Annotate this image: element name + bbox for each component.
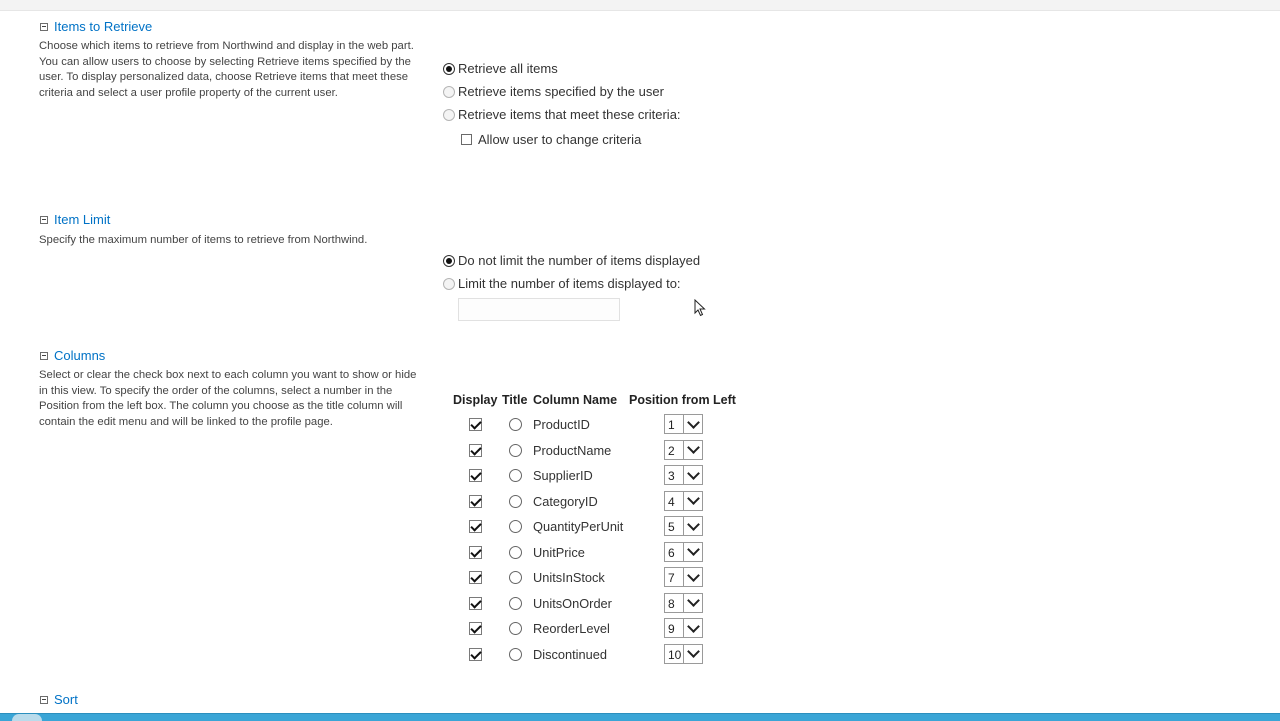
radio-retrieve-all[interactable] [443,61,558,76]
radio-disabled-icon[interactable] [443,86,455,98]
display-checkbox[interactable] [469,571,482,584]
display-checkbox[interactable] [469,444,482,457]
chevron-down-icon[interactable] [683,441,702,459]
display-checkbox[interactable] [469,622,482,635]
display-checkbox[interactable] [469,520,482,533]
chevron-down-icon[interactable] [683,415,702,433]
position-select[interactable] [664,618,703,638]
table-row [0,491,800,515]
display-checkbox[interactable] [469,469,482,482]
radio-label: Retrieve items that meet these criteria: [458,107,681,122]
table-row [0,542,800,566]
position-select[interactable] [664,516,703,536]
radio-selected-icon[interactable] [443,63,455,75]
title-radio[interactable] [509,520,522,533]
radio-label: Retrieve items specified by the user [458,84,664,99]
position-value: 7 [668,571,675,585]
header-column-name: Column Name [533,393,618,407]
position-select[interactable] [664,644,703,664]
radio-no-limit[interactable] [443,253,700,268]
chevron-down-icon[interactable] [683,619,702,637]
position-select[interactable] [664,440,703,460]
display-checkbox[interactable] [469,495,482,508]
section-title: Item Limit [54,212,111,227]
title-radio[interactable] [509,546,522,559]
radio-label: Limit the number of items displayed to: [458,276,681,291]
display-checkbox[interactable] [469,648,482,661]
table-row [0,644,800,668]
section-header-sort[interactable] [40,692,78,707]
collapse-icon[interactable] [40,696,48,704]
header-position: Position from Left [629,393,736,407]
title-radio[interactable] [509,418,522,431]
display-checkbox[interactable] [469,418,482,431]
column-name: ReorderLevel [533,621,610,636]
header-display: Display [453,393,498,407]
radio-label: Retrieve all items [458,61,558,76]
position-select[interactable] [664,491,703,511]
chevron-down-icon[interactable] [683,466,702,484]
position-value: 2 [668,443,675,458]
title-radio[interactable] [509,622,522,635]
position-value: 8 [668,596,675,611]
column-name: SupplierID [533,468,593,483]
collapse-icon[interactable] [40,352,48,360]
position-value: 9 [668,622,675,636]
chevron-down-icon[interactable] [683,517,702,535]
radio-disabled-icon[interactable] [443,109,455,121]
section-title: Items to Retrieve [54,19,153,34]
position-value: 5 [668,520,675,534]
column-name: CategoryID [533,493,598,509]
column-name: UnitPrice [533,544,585,560]
top-bar [0,0,1280,11]
chevron-down-icon[interactable] [683,645,702,663]
position-select[interactable] [664,414,703,434]
column-name: Discontinued [533,646,607,662]
column-name: QuantityPerUnit [533,519,624,534]
position-select[interactable] [664,593,703,613]
table-row [0,593,800,617]
title-radio[interactable] [509,495,522,508]
section-title: Sort [54,692,78,707]
position-value: 1 [668,418,675,432]
column-name: UnitsOnOrder [533,595,612,611]
section-header-items-to-retrieve[interactable] [40,19,152,34]
position-select[interactable] [664,465,703,485]
title-radio[interactable] [509,571,522,584]
section-description: Specify the maximum number of items to retrieve from Northwind. [39,234,368,246]
display-checkbox[interactable] [469,546,482,559]
section-description: Choose which items to retrieve from Northwind and display in the web part. You can allow users to choose by selecting Retrieve items specified by the user. To display personalized data, choose Retrieve items that meet these criteria and select a user profile property of the current user. [39,40,414,100]
collapse-icon[interactable] [40,216,48,224]
radio-limit-items[interactable] [443,276,681,291]
item-limit-input[interactable] [458,298,620,321]
collapse-icon[interactable] [40,23,48,31]
radio-retrieve-criteria[interactable] [443,107,681,122]
column-name: ProductName [533,442,612,458]
radio-label: Do not limit the number of items displayed [458,253,701,268]
chevron-down-icon[interactable] [683,594,702,612]
table-row [0,516,800,540]
position-value: 3 [668,469,675,483]
checkbox-allow-change-criteria[interactable] [461,132,641,147]
position-select[interactable] [664,542,703,562]
checkbox-unchecked-icon[interactable] [461,134,472,145]
column-name: ProductID [533,417,590,432]
title-radio[interactable] [509,444,522,457]
radio-disabled-icon[interactable] [443,278,455,290]
checkbox-label: Allow user to change criteria [478,132,642,147]
section-header-item-limit[interactable] [40,212,110,227]
radio-selected-icon[interactable] [443,255,455,267]
table-row [0,618,800,642]
header-title: Title [502,393,528,407]
position-value: 4 [668,494,675,509]
chevron-down-icon[interactable] [683,543,702,561]
display-checkbox[interactable] [469,597,482,610]
section-header-columns[interactable] [40,348,105,363]
position-value: 10 [668,647,682,662]
chevron-down-icon[interactable] [683,568,702,586]
title-radio[interactable] [509,597,522,610]
section-description: Select or clear the check box next to each column you want to show or hide in this view. To specify the order of the columns, select a number in the Position from the left box. The column you choose as the title column will contain the edit menu and will be linked to the profile page. [39,369,417,429]
table-row [0,465,800,489]
title-radio[interactable] [509,469,522,482]
table-row [0,414,800,438]
table-row [0,567,800,591]
chevron-down-icon[interactable] [683,492,702,510]
radio-retrieve-user-specified[interactable] [443,84,664,99]
column-name: UnitsInStock [533,570,605,585]
table-row [0,440,800,464]
title-radio[interactable] [509,648,522,661]
section-title: Columns [54,348,106,363]
position-select[interactable] [664,567,703,587]
position-value: 6 [668,545,675,560]
